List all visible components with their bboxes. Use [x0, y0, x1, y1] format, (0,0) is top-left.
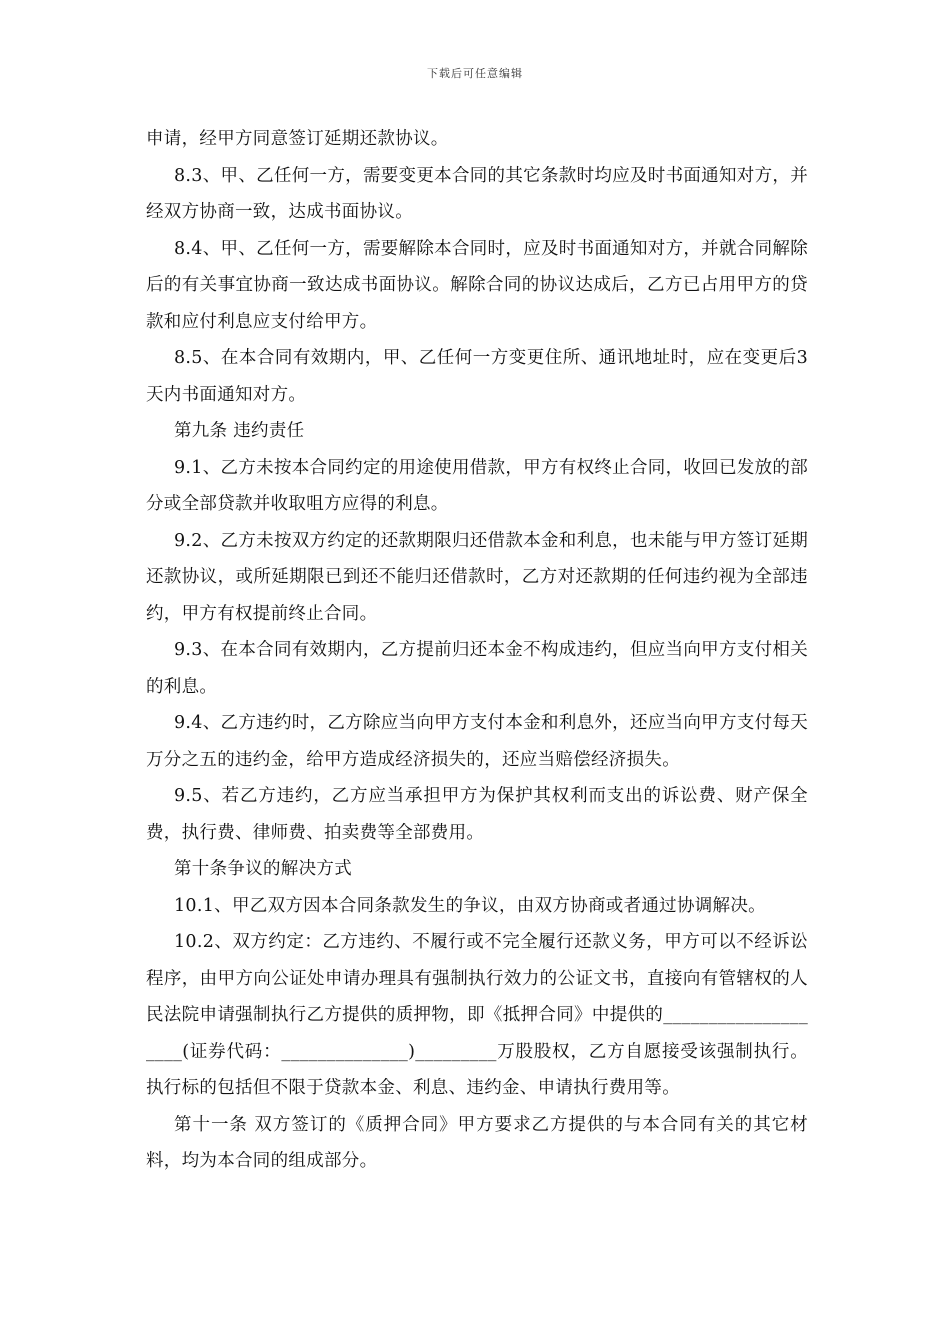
clause-9-1: 9.1、乙方未按本合同约定的用途使用借款，甲方有权终止合同，收回已发放的部分或全部贷款并收取咀方应得的利息。 [146, 457, 808, 514]
clause-8-5: 8.5、在本合同有效期内，甲、乙任何一方变更住所、通讯地址时，应在变更后3天内书面通知对方。 [146, 348, 808, 405]
clause-9-5: 9.5、若乙方违约，乙方应当承担甲方为保护其权利而支出的诉讼费、财产保全费，执行费、律师费、拍卖费等全部费用。 [146, 786, 808, 843]
page-header: 下载后可任意编辑 [427, 67, 523, 80]
article-10-heading: 第十条争议的解决方式 [174, 859, 352, 879]
clause-9-3: 9.3、在本合同有效期内，乙方提前归还本金不构成违约，但应当向甲方支付相关的利息。 [146, 640, 808, 697]
paragraph-continuation: 申请，经甲方同意签订延期还款协议。 [146, 129, 449, 149]
clause-8-3: 8.3、甲、乙任何一方，需要变更本合同的其它条款时均应及时书面通知对方，并经双方协商一致，达成书面协议。 [146, 165, 808, 222]
article-9-heading: 第九条 违约责任 [174, 421, 305, 441]
clause-9-2: 9.2、乙方未按双方约定的还款期限归还借款本金和利息，也未能与甲方签订延期还款协议，或所延期限已到还不能归还借款时，乙方对还款期的任何违约视为全部违约，甲方有权提前终止合同。 [146, 530, 808, 624]
clause-8-4: 8.4、甲、乙任何一方，需要解除本合同时，应及时书面通知对方，并就合同解除后的有关事宜协商一致达成书面协议。解除合同的协议达成后，乙方已占用甲方的贷款和应付利息应支付给甲方。 [146, 238, 808, 332]
article-11: 第十一条 双方签订的《质押合同》甲方要求乙方提供的与本合同有关的其它材料，均为本合同的组成部分。 [146, 1114, 808, 1171]
clause-10-1: 10.1、甲乙双方因本合同条款发生的争议，由双方协商或者通过协调解决。 [174, 895, 766, 916]
clause-9-4: 9.4、乙方违约时，乙方除应当向甲方支付本金和利息外，还应当向甲方支付每天万分之五的违约金，给甲方造成经济损失的，还应当赔偿经济损失。 [146, 713, 808, 770]
clause-10-2: 10.2、双方约定：乙方违约、不履行或不完全履行还款义务，甲方可以不经诉讼程序，由甲方向公证处申请办理具有强制执行效力的公证文书，直接向有管辖权的人民法院申请强制执行乙方提供的质押物，即《抵押合同》中提供的____________________(证券代码：______________)_________万股股权，乙方自愿接受该强制执行。执行标的包括但不限于贷款本金、利息、违约金、申请执行费用等。 [146, 932, 808, 1098]
document-body [146, 121, 808, 1180]
